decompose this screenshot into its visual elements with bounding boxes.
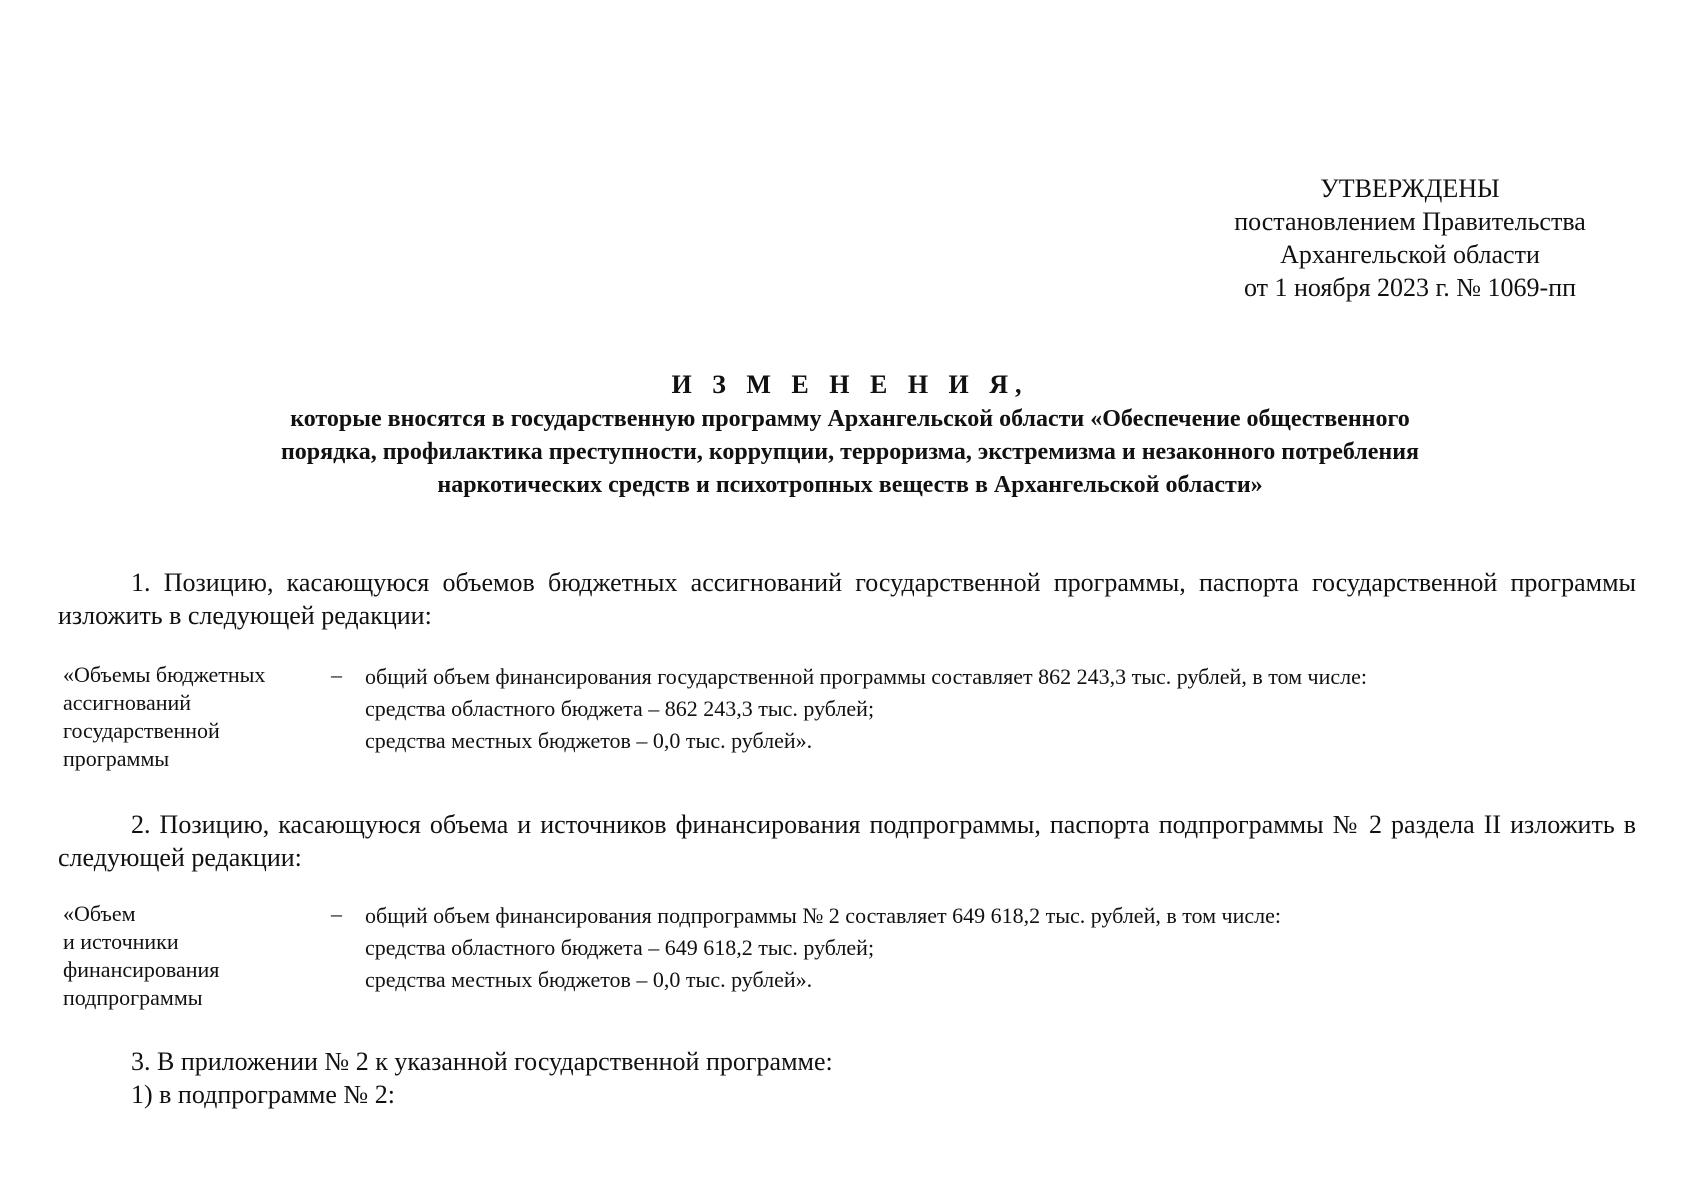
approval-line-decree: постановлением Правительства <box>1234 207 1586 236</box>
passport-1-label-line: государственной <box>63 718 220 743</box>
passport-1-label-line: «Объемы бюджетных <box>63 662 266 687</box>
passport-2-label-line: «Объем <box>63 901 136 926</box>
approval-title: УТВЕРЖДЕНЫ <box>1320 174 1500 203</box>
passport-1-regional-budget: средства областного бюджета – 862 243,3 тыс. рублей; <box>365 696 875 721</box>
passport-1-label <box>63 661 313 773</box>
passport-2-label-line: и источники <box>63 929 179 954</box>
paragraph-2: 2. Позицию, касающуюся объема и источников финансирования подпрограммы, паспорта подпрограммы № 2 раздела II изложить в следующей редакции: <box>58 810 1636 872</box>
approval-line-date-number: от 1 ноября 2023 г. № 1069-пп <box>1243 273 1577 302</box>
passport-1-label-line: ассигнований <box>63 690 192 715</box>
paragraph-3: 3. В приложении № 2 к указанной государственной программе: <box>131 1047 833 1076</box>
passport-1-body <box>365 661 1665 757</box>
passport-2-total-funding: общий объем финансирования подпрограммы № 2 составляет 649 618,2 тыс. рублей, в том числе: <box>365 903 1282 928</box>
paragraph-1: 1. Позицию, касающуюся объемов бюджетных ассигнований государственной программы, паспорта государственной программы изложить в следующей редакции: <box>58 568 1636 630</box>
passport-2-regional-budget: средства областного бюджета – 649 618,2 тыс. рублей; <box>365 935 875 960</box>
approval-line-region: Архангельской области <box>1280 240 1540 269</box>
document-subtitle-line-2: порядка, профилактика преступности, коррупции, терроризма, экстремизма и незаконного потребления <box>280 439 1420 465</box>
document-subtitle-line-3: наркотических средств и психотропных веществ в Архангельской области» <box>437 472 1263 498</box>
document-heading <box>60 368 1640 502</box>
passport-2-local-budgets: средства местных бюджетов – 0,0 тыс. рублей». <box>365 967 813 992</box>
approval-stamp <box>1190 172 1630 304</box>
passport-2-dash: – <box>331 901 342 926</box>
passport-2-label <box>63 900 313 1012</box>
passport-1-label-line: программы <box>63 746 170 771</box>
paragraph-3-item-1: 1) в подпрограмме № 2: <box>131 1080 395 1109</box>
passport-1-total-funding: общий объем финансирования государственной программы составляет 862 243,3 тыс. рублей, в том числе: <box>365 664 1367 689</box>
document-title: И З М Е Н Е Н И Я, <box>671 370 1029 399</box>
document-subtitle-line-1: которые вносятся в государственную программу Архангельской области «Обеспечение общественного <box>290 406 1410 432</box>
passport-2-label-line: финансирования <box>63 957 220 982</box>
passport-1-dash: – <box>331 662 342 687</box>
passport-1-local-budgets: средства местных бюджетов – 0,0 тыс. рублей». <box>365 728 813 753</box>
passport-2-body <box>365 900 1665 996</box>
passport-2-label-line: подпрограммы <box>63 985 203 1010</box>
